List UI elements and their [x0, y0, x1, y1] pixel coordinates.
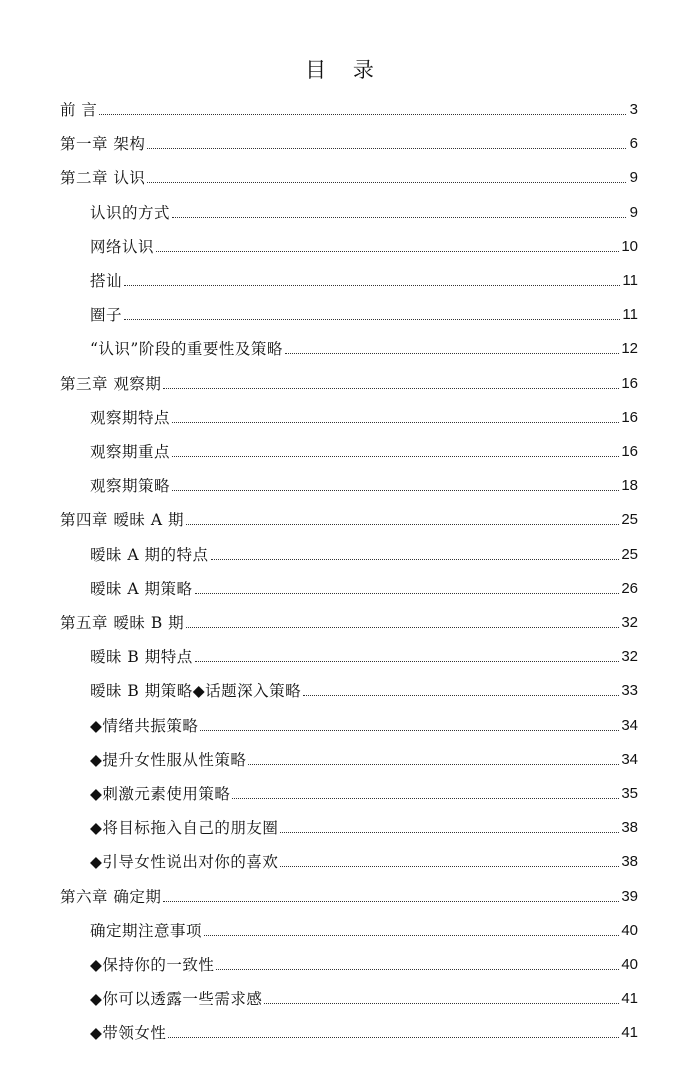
- toc-entry-label: 网络认识: [90, 237, 155, 256]
- toc-entry-page-number: 39: [621, 887, 638, 905]
- toc-entry-page-number: 33: [621, 682, 638, 700]
- toc-entry-page-number: 25: [621, 511, 638, 529]
- toc-entry-label: 搭讪: [90, 272, 123, 290]
- toc-dot-leader: [124, 319, 620, 320]
- toc-entry-label: 暧昧 B 期策略◆话题深入策略: [90, 682, 302, 701]
- toc-dot-leader: [172, 456, 619, 457]
- toc-entry[interactable]: [90, 781, 638, 805]
- toc-entry-label: “认识”阶段的重要性及策略: [90, 340, 283, 359]
- toc-entry[interactable]: [90, 918, 638, 942]
- toc-entry-page-number: 41: [621, 1024, 638, 1042]
- toc-entry-page-number: 11: [622, 272, 638, 289]
- toc-entry[interactable]: [90, 302, 638, 326]
- toc-entry-page-number: 16: [621, 374, 638, 392]
- toc-dot-leader: [232, 798, 619, 799]
- toc-dot-leader: [248, 764, 619, 765]
- toc-entry-label: 认识的方式: [90, 203, 171, 222]
- toc-entry[interactable]: [90, 576, 638, 600]
- toc-entry[interactable]: [90, 473, 638, 497]
- toc-dot-leader: [211, 559, 620, 560]
- toc-entry[interactable]: [90, 1020, 638, 1044]
- toc-entry-label: 观察期特点: [90, 408, 171, 427]
- page-title: 目 录: [305, 58, 384, 82]
- toc-entry[interactable]: [90, 849, 638, 873]
- toc-entry[interactable]: [60, 131, 638, 155]
- toc-entry[interactable]: [90, 713, 638, 737]
- toc-entry[interactable]: [90, 986, 638, 1010]
- toc-entry-label: ◆引导女性说出对你的喜欢: [90, 853, 279, 872]
- toc-entry-label: 观察期重点: [90, 443, 171, 461]
- toc-entry-label: 暧昧 B 期特点: [90, 648, 193, 667]
- toc-entry-page-number: 32: [621, 648, 638, 666]
- toc-entry-label: 第四章 暧昧 A 期: [60, 511, 184, 530]
- toc-entry-page-number: 10: [621, 237, 638, 255]
- toc-entry-label: ◆情绪共振策略: [90, 716, 199, 735]
- toc-entry-page-number: 18: [621, 477, 638, 495]
- toc-entry[interactable]: [60, 507, 638, 531]
- toc-dot-leader: [99, 114, 626, 115]
- toc-dot-leader: [264, 1003, 619, 1004]
- toc-entry-page-number: 3: [629, 101, 638, 118]
- toc-dot-leader: [216, 969, 619, 970]
- toc-entry-page-number: 41: [621, 990, 638, 1008]
- toc-entry-page-number: 35: [621, 785, 638, 802]
- toc-entry-label: 前 言: [60, 101, 98, 119]
- toc-entry-label: 第二章 认识: [60, 169, 146, 188]
- toc-entry-page-number: 25: [621, 545, 638, 563]
- toc-dot-leader: [156, 251, 619, 252]
- toc-dot-leader: [195, 661, 620, 662]
- toc-entry-label: 观察期策略: [90, 477, 171, 496]
- toc-dot-leader: [285, 353, 619, 354]
- toc-entry[interactable]: [90, 815, 638, 839]
- toc-entry-page-number: 34: [621, 750, 638, 768]
- toc-dot-leader: [124, 285, 620, 286]
- toc-dot-leader: [147, 148, 626, 149]
- toc-entry-label: 确定期注意事项: [90, 921, 203, 940]
- toc-entry[interactable]: [90, 234, 638, 258]
- toc-entry-page-number: 26: [621, 579, 638, 597]
- toc-entry-page-number: 9: [629, 203, 638, 221]
- toc-entry-label: 第六章 确定期: [60, 887, 162, 906]
- toc-entry[interactable]: [60, 371, 638, 395]
- toc-dot-leader: [168, 1037, 619, 1038]
- toc-entry-label: 圈子: [90, 306, 123, 325]
- toc-entry[interactable]: [90, 952, 638, 976]
- toc-entry[interactable]: [90, 405, 638, 429]
- toc-entry-label: ◆刺激元素使用策略: [90, 785, 231, 803]
- toc-dot-leader: [280, 832, 619, 833]
- toc-dot-leader: [172, 217, 626, 218]
- toc-dot-leader: [186, 627, 619, 628]
- toc-entry-page-number: 9: [629, 169, 638, 187]
- toc-entry-label: ◆你可以透露一些需求感: [90, 990, 263, 1009]
- toc-entry[interactable]: [90, 439, 638, 463]
- toc-entry-page-number: 16: [621, 443, 638, 460]
- toc-entry-page-number: 11: [622, 306, 638, 324]
- toc-dot-leader: [280, 866, 619, 867]
- toc-dot-leader: [163, 901, 619, 902]
- toc-entry-page-number: 40: [621, 956, 638, 973]
- toc-dot-leader: [147, 182, 626, 183]
- toc-dot-leader: [163, 388, 619, 389]
- toc-dot-leader: [172, 490, 619, 491]
- toc-entry-label: ◆保持你的一致性: [90, 956, 215, 974]
- toc-entry-label: 第三章 观察期: [60, 374, 162, 393]
- toc-dot-leader: [186, 524, 619, 525]
- toc-entry[interactable]: [90, 678, 638, 702]
- toc-entry-label: ◆带领女性: [90, 1024, 167, 1043]
- toc-entry-label: 暧昧 A 期的特点: [90, 545, 209, 564]
- toc-entry[interactable]: [90, 747, 638, 771]
- toc-entry-page-number: 38: [621, 853, 638, 871]
- toc-entry[interactable]: [90, 268, 638, 292]
- toc-entry-page-number: 32: [621, 614, 638, 631]
- toc-entry-page-number: 16: [621, 408, 638, 426]
- toc-entry-page-number: 12: [621, 340, 638, 358]
- toc-entry-label: 暧昧 A 期策略: [90, 579, 193, 598]
- toc-entry[interactable]: [60, 97, 638, 121]
- toc-entry[interactable]: [60, 610, 638, 634]
- toc-entry[interactable]: [90, 200, 638, 224]
- toc-entry-label: ◆提升女性服从性策略: [90, 750, 247, 769]
- toc-dot-leader: [204, 935, 619, 936]
- toc-entry[interactable]: [90, 336, 638, 360]
- toc-entry-page-number: 6: [629, 135, 638, 153]
- toc-entry-label: 第五章 暧昧 B 期: [60, 614, 185, 632]
- toc-entry[interactable]: [60, 884, 638, 908]
- toc-entry[interactable]: [60, 165, 638, 189]
- toc-entry-page-number: 38: [621, 819, 638, 837]
- toc-dot-leader: [172, 422, 619, 423]
- toc-entry[interactable]: [90, 644, 638, 668]
- toc-entry-page-number: 34: [621, 716, 638, 734]
- toc-dot-leader: [195, 593, 620, 594]
- toc-dot-leader: [200, 730, 619, 731]
- toc-entry-label: 第一章 架构: [60, 135, 146, 154]
- toc-entry-label: ◆将目标拖入自己的朋友圈: [90, 819, 279, 838]
- toc-entry[interactable]: [90, 542, 638, 566]
- toc-dot-leader: [303, 695, 619, 696]
- toc-entry-page-number: 40: [621, 921, 638, 939]
